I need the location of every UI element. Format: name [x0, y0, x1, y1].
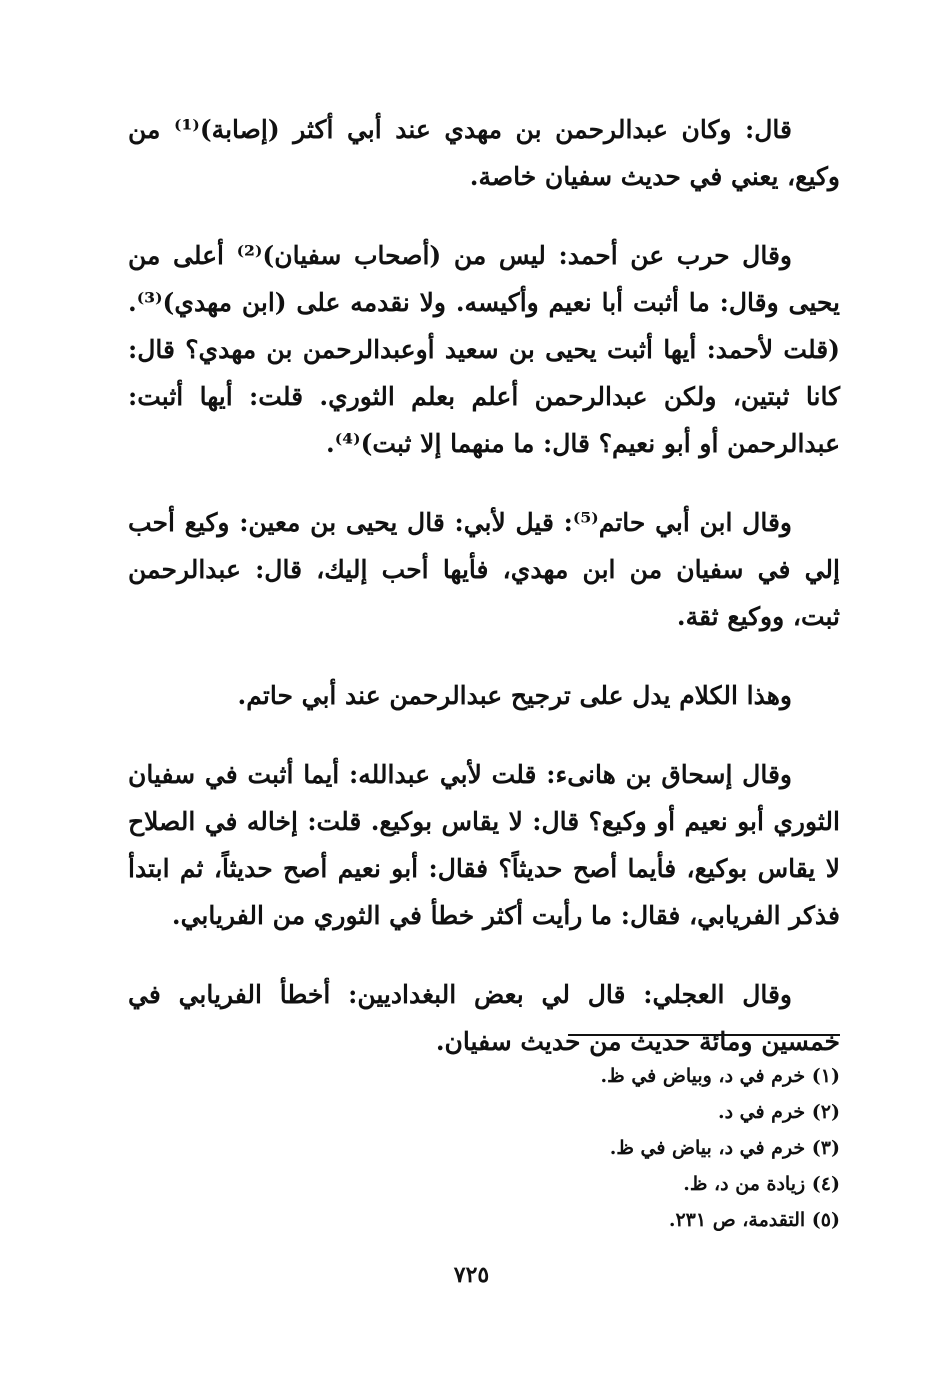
footnotes	[500, 1058, 840, 1238]
footnote-3: (٣) خرم في د، بياض في ظ.	[609, 1137, 840, 1159]
paragraph-3: وقال ابن أبي حاتم⁽⁵⁾: قيل لأبي: قال يحيى بن معين: وكيع أحب إلي في سفيان من ابن مهدي، فأيها أحب إليك، قال: عبدالرحمن ثبت، ووكيع ثقة.	[128, 508, 840, 631]
footnote-divider	[568, 1034, 840, 1036]
footnote-5: (٥) التقدمة، ص ٢٣١.	[668, 1209, 840, 1231]
footnote-4: (٤) زيادة من د، ظ.	[683, 1173, 840, 1195]
paragraph-2: وقال حرب عن أحمد: ليس من (أصحاب سفيان)⁽²⁾ أعلى من يحيى وقال: ما أثبت أبا نعيم وأكيسه. ولا نقدمه على (ابن مهدي)⁽³⁾. (قلت لأحمد: أيها أثبت يحيى بن سعيد أوعبدالرحمن بن مهدي؟ قال: كانا ثبتين، ولكن عبدالرحمن أعلم بعلم الثوري. قلت: أيها أثبت: عبدالرحمن أو أبو نعيم؟ قال: ما منهما إلا ثبت)⁽⁴⁾.	[128, 241, 840, 458]
paragraph-6: وقال العجلي: قال لي بعض البغداديين: أخطأ الفريابي في خمسين ومائة حديث من حديث سفيان.	[128, 980, 840, 1056]
page-number: ٧٢٥	[453, 1262, 490, 1288]
paragraph-1: قال: وكان عبدالرحمن بن مهدي عند أبي أكثر (إصابة)⁽¹⁾ من وكيع، يعني في حديث سفيان خاصة.	[128, 115, 840, 191]
footnote-1: (١) خرم في د، وبياض في ظ.	[600, 1065, 840, 1087]
paragraph-5: وقال إسحاق بن هانىء: قلت لأبي عبدالله: أيما أثبت في سفيان الثوري أبو نعيم أو وكيع؟ قال: لا يقاس بوكيع. قلت: إخاله في الصلاح لا يقاس بوكيع، فأيما أصح حديثاً؟ فقال: أبو نعيم أصح حديثاً، ثم ابتدأ فذكر الفريابي، فقال: ما رأيت أكثر خطأ في الثوري من الفريابي.	[128, 760, 840, 930]
paragraph-4: وهذا الكلام يدل على ترجيح عبدالرحمن عند أبي حاتم.	[237, 681, 792, 710]
footnote-2: (٢) خرم في د.	[717, 1101, 840, 1123]
main-text	[128, 106, 840, 1097]
